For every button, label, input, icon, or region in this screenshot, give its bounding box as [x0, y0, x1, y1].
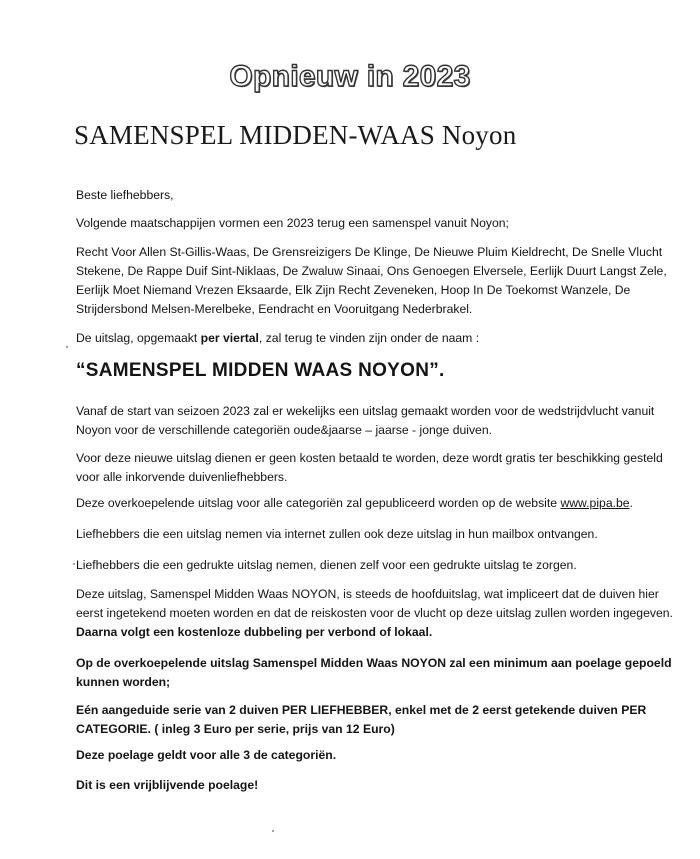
- free-poelage-paragraph: Dit is een vrijblijvende poelage!: [76, 778, 259, 792]
- main-result-paragraph: [76, 585, 676, 642]
- website-text: Deze overkoepelende uitslag voor alle categoriën zal gepubliceerd worden op de website: [76, 496, 561, 510]
- website-link[interactable]: www.pipa.be: [560, 496, 630, 510]
- clubs-paragraph: Recht Voor Allen St-Gillis-Waas, De Grensreizigers De Klinge, De Nieuwe Pluim Kieldrecht, De Snelle Vlucht Stekene, De Rappe Duif Sint-Niklaas, De Zwaluw Sinaai, Ons Genoegen Elversele, Eerlijk Duurt Langst Zele, Eerlijk Moet Niemand Vrezen Eksaarde, Elk Zijn Recht Zeveneken, Hoop In De Toekomst Wanzele, De Strijdersbond Melsen-Merelbeke, Eendracht en Vooruitgang Nederbrakel.: [76, 245, 667, 316]
- poelage-paragraph: Op de overkoepelende uitslag Samenspel Midden Waas NOYON zal een minimum aan poelage gepoeld kunnen worden;: [76, 656, 672, 689]
- website-end: .: [629, 496, 633, 510]
- website-paragraph: [76, 494, 676, 513]
- result-intro-end: , zal terug te vinden zijn onder de naam :: [258, 331, 480, 345]
- scan-speck: [73, 563, 75, 565]
- page-subtitle: SAMENSPEL MIDDEN-WAAS Noyon: [74, 120, 517, 150]
- categories-paragraph: Deze poelage geldt voor alle 3 de categoriën.: [76, 748, 337, 762]
- main-result-text: Deze uitslag, Samenspel Midden Waas NOYON, is steeds de hoofduitslag, wat impliceert dat de duiven hier eerst ingetekend moeten worden en dat de reiskosten voor de vlucht op deze uitslag zullen worden ingegeven.: [76, 587, 673, 620]
- page-title: Opnieuw in 2023: [229, 60, 471, 93]
- result-intro-text: De uitslag, opgemaakt: [76, 331, 201, 345]
- greeting: Beste liefhebbers,: [76, 188, 174, 202]
- season-paragraph: Vanaf de start van seizoen 2023 zal er wekelijks een uitslag gemaakt worden voor de wedstrijdvlucht vanuit Noyon voor de verschillende categoriën oude&jaarse – jaarse - jonge duiven.: [76, 404, 655, 437]
- scan-speck: [272, 830, 274, 832]
- printed-paragraph: Liefhebbers die een gedrukte uitslag nemen, dienen zelf voor een gedrukte uitslag te zorgen.: [76, 558, 577, 572]
- internet-paragraph: Liefhebbers die een uitslag nemen via internet zullen ook deze uitslag in hun mailbox ontvangen.: [76, 527, 598, 541]
- scan-speck: [66, 346, 68, 348]
- result-name-heading: “SAMENSPEL MIDDEN WAAS NOYON”.: [76, 360, 445, 381]
- series-paragraph: Eén aangeduide serie van 2 duiven PER LIEFHEBBER, enkel met de 2 eerst getekende duiven PER CATEGORIE. ( inleg 3 Euro per serie, prijs van 12 Euro): [76, 703, 647, 736]
- result-intro-bold: per viertal: [200, 331, 259, 345]
- main-result-bold: Daarna volgt een kostenloze dubbeling per verbond of lokaal.: [76, 625, 433, 639]
- costs-paragraph: Voor deze nieuwe uitslag dienen er geen kosten betaald te worden, deze wordt gratis ter beschikking gesteld voor alle inkorvende duivenliefhebbers.: [76, 451, 663, 484]
- result-intro-paragraph: [76, 329, 676, 348]
- intro-paragraph: Volgende maatschappijen vormen een 2023 terug een samenspel vanuit Noyon;: [76, 216, 509, 230]
